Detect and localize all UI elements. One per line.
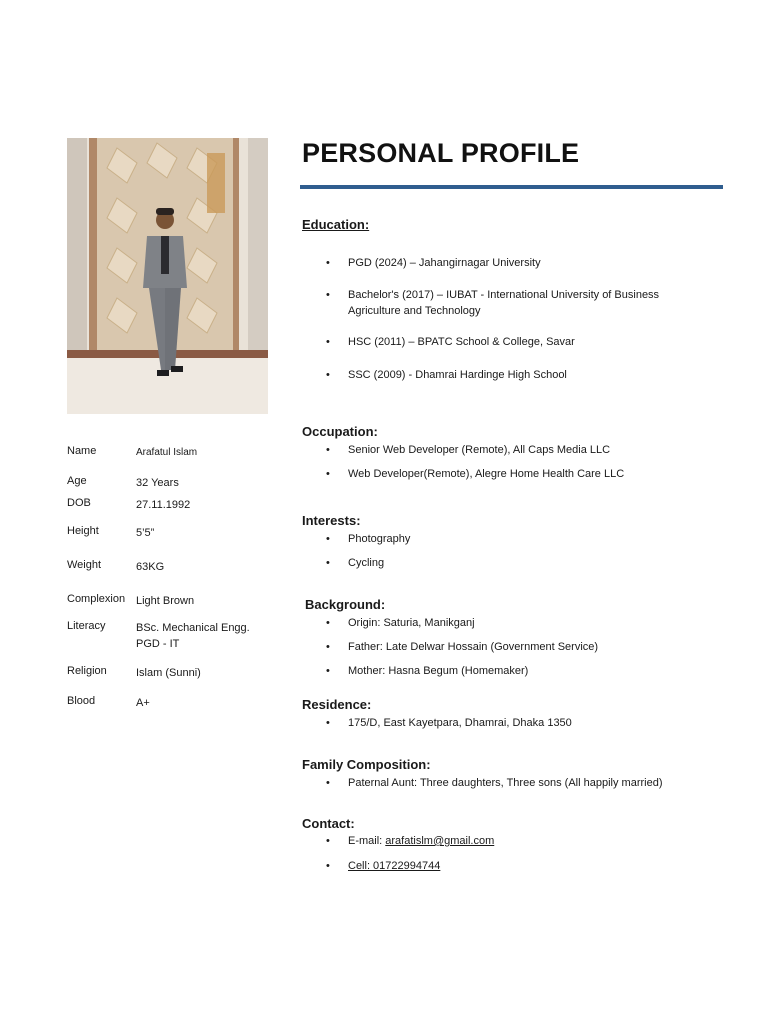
fact-value: Islam (Sunni) bbox=[136, 667, 201, 679]
fact-label: Age bbox=[67, 475, 87, 487]
contact-heading: Contact: bbox=[302, 816, 355, 831]
email-label: E-mail: bbox=[348, 835, 386, 847]
background-item: • Origin: Saturia, Manikganj bbox=[348, 615, 708, 631]
email-link[interactable]: arafatislm@gmail.com bbox=[385, 835, 495, 847]
education-item: • HSC (2011) – BPATC School & College, Savar bbox=[348, 334, 708, 350]
fact-value: A+ bbox=[136, 697, 150, 709]
fact-value: 27.11.1992 bbox=[136, 499, 191, 511]
fact-label: Literacy bbox=[67, 620, 106, 632]
fact-label: Religion bbox=[67, 665, 107, 677]
page-title: PERSONAL PROFILE bbox=[302, 138, 580, 168]
cell-link[interactable]: Cell: 01722994744 bbox=[348, 860, 441, 872]
contact-email-item bbox=[348, 833, 708, 849]
family-heading: Family Composition: bbox=[302, 757, 431, 772]
education-item: • Bachelor's (2017) – IUBAT - International University of Business Agriculture and Technology bbox=[348, 287, 708, 319]
fact-label: Name bbox=[67, 445, 97, 457]
education-item: • PGD (2024) – Jahangirnagar University bbox=[348, 255, 708, 271]
fact-value: 32 Years bbox=[136, 477, 179, 489]
fact-label: Complexion bbox=[67, 593, 126, 605]
interest-item: • Photography bbox=[348, 531, 708, 547]
family-item: • Paternal Aunt: Three daughters, Three sons (All happily married) bbox=[348, 775, 708, 791]
profile-photo-illustration bbox=[67, 138, 268, 414]
title-divider bbox=[300, 185, 723, 189]
fact-label: Blood bbox=[67, 695, 96, 707]
fact-value: 5’5” bbox=[136, 527, 155, 539]
fact-label: Height bbox=[67, 525, 99, 537]
interests-heading: Interests: bbox=[302, 513, 361, 528]
education-item: • SSC (2009) - Dhamrai Hardinge High School bbox=[348, 367, 708, 383]
fact-label: DOB bbox=[67, 497, 91, 509]
residence-item: • 175/D, East Kayetpara, Dhamrai, Dhaka 1350 bbox=[348, 715, 708, 731]
residence-heading: Residence: bbox=[302, 697, 372, 712]
background-item: • Mother: Hasna Begum (Homemaker) bbox=[348, 663, 708, 679]
fact-value: BSc. Mechanical Engg. bbox=[136, 622, 250, 634]
fact-value: 63KG bbox=[136, 561, 165, 573]
occupation-item: • Senior Web Developer (Remote), All Caps Media LLC bbox=[348, 442, 708, 458]
occupation-item: • Web Developer(Remote), Alegre Home Health Care LLC bbox=[348, 466, 708, 482]
fact-value: Light Brown bbox=[136, 595, 195, 607]
education-heading: Education: bbox=[302, 217, 370, 232]
interest-item: • Cycling bbox=[348, 555, 708, 571]
background-item: • Father: Late Delwar Hossain (Government Service) bbox=[348, 639, 708, 655]
fact-value-line2: PGD - IT bbox=[136, 638, 180, 650]
contact-cell-item bbox=[348, 858, 708, 874]
background-heading: Background: bbox=[305, 597, 386, 612]
occupation-heading: Occupation: bbox=[302, 424, 378, 439]
fact-label: Weight bbox=[67, 559, 102, 571]
fact-value: Arafatul Islam bbox=[136, 447, 198, 458]
profile-photo bbox=[67, 138, 268, 414]
